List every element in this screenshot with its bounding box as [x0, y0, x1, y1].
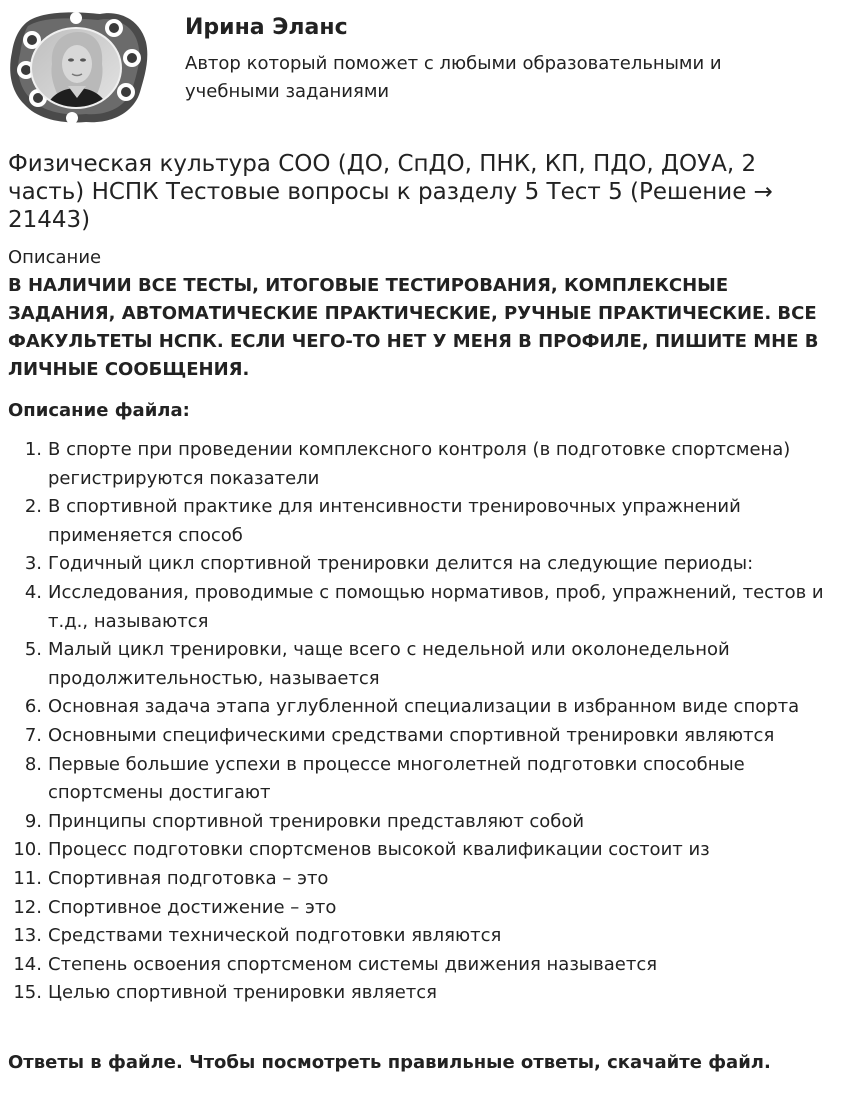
question-number: 13.: [13, 925, 42, 947]
question-item: [8, 922, 840, 951]
question-text: Спортивное достижение – это: [48, 896, 337, 918]
author-description: Автор который поможет с любыми образовательными и учебными заданиями: [185, 53, 722, 102]
question-item: [8, 865, 840, 894]
work-title: Физическая культура СОО (ДО, СпДО, ПНК, КП, ПДО, ДОУА, 2 часть) НСПК Тестовые вопросы к разделу 5 Тест 5 (Решение → 21443): [8, 151, 773, 233]
question-item: [8, 951, 840, 980]
question-item: [8, 836, 840, 865]
question-number: 3.: [24, 553, 42, 575]
question-item: [8, 722, 840, 751]
availability-notice: В НАЛИЧИИ ВСЕ ТЕСТЫ, ИТОГОВЫЕ ТЕСТИРОВАНИЯ, КОМПЛЕКСНЫЕ ЗАДАНИЯ, АВТОМАТИЧЕСКИЕ ПРАКТИЧЕСКИЕ, РУЧНЫЕ ПРАКТИЧЕСКИЕ. ВСЕ ФАКУЛЬТЕТЫ НСПК. ЕСЛИ ЧЕГО-ТО НЕТ У МЕНЯ В ПРОФИЛЕ, ПИШИТЕ МНЕ В ЛИЧНЫЕ СООБЩЕНИЯ.: [8, 275, 819, 380]
question-number: 8.: [24, 753, 42, 775]
question-item: [8, 579, 840, 636]
question-text: Исследования, проводимые с помощью нормативов, проб, упражнений, тестов и т.д., называются: [48, 581, 824, 632]
question-text: Первые большие успехи в процессе многолетней подготовки способные спортсмены достигают: [48, 753, 745, 804]
question-number: 5.: [24, 639, 42, 661]
question-item: [8, 979, 840, 1008]
question-text: Принципы спортивной тренировки представляют собой: [48, 810, 585, 832]
question-item: [8, 493, 840, 550]
question-number: 6.: [24, 696, 42, 718]
question-number: 1.: [24, 439, 42, 460]
question-text: В спорте при проведении комплексного контроля (в подготовке спортсмена) регистрируются показатели: [48, 439, 791, 489]
question-text: Спортивная подготовка – это: [48, 867, 329, 889]
question-text: Средствами технической подготовки являются: [48, 925, 502, 947]
question-item: [8, 636, 840, 693]
question-text: Основная задача этапа углубленной специализации в избранном виде спорта: [48, 696, 800, 718]
author-card: [8, 6, 838, 126]
question-item: [8, 894, 840, 923]
question-number: 14.: [13, 953, 42, 975]
author-avatar[interactable]: [8, 6, 150, 126]
question-number: 10.: [13, 839, 42, 861]
question-number: 2.: [24, 496, 42, 518]
question-text: Основными специфическими средствами спортивной тренировки являются: [48, 724, 775, 746]
question-text: Годичный цикл спортивной тренировки делится на следующие периоды:: [48, 553, 754, 575]
question-item: [8, 751, 840, 808]
question-text: Процесс подготовки спортсменов высокой квалификации состоит из: [48, 839, 710, 861]
question-number: 4.: [24, 581, 42, 603]
question-item: [8, 550, 840, 579]
question-number: 12.: [13, 896, 42, 918]
film-reel-avatar-image: [8, 6, 150, 126]
question-number: 9.: [24, 810, 42, 832]
file-description-label: Описание файла:: [8, 400, 190, 421]
question-text: В спортивной практике для интенсивности тренировочных упражнений применяется способ: [48, 496, 741, 546]
author-name[interactable]: Ирина Эланс: [185, 15, 348, 40]
answers-note: Ответы в файле. Чтобы посмотреть правильные ответы, скачайте файл.: [8, 1052, 771, 1073]
question-item: [8, 808, 840, 837]
question-number: 11.: [13, 867, 42, 889]
question-text: Малый цикл тренировки, чаще всего с недельной или околонедельной продолжительностью, называется: [48, 639, 730, 689]
question-text: Целью спортивной тренировки является: [48, 982, 437, 1004]
description-label: Описание: [8, 247, 102, 268]
question-text: Степень освоения спортсменом системы движения называется: [48, 953, 658, 975]
question-number: 15.: [13, 982, 42, 1004]
question-number: 7.: [24, 724, 42, 746]
question-item: [8, 693, 840, 722]
question-list: [8, 436, 840, 1008]
question-item: [8, 436, 840, 493]
